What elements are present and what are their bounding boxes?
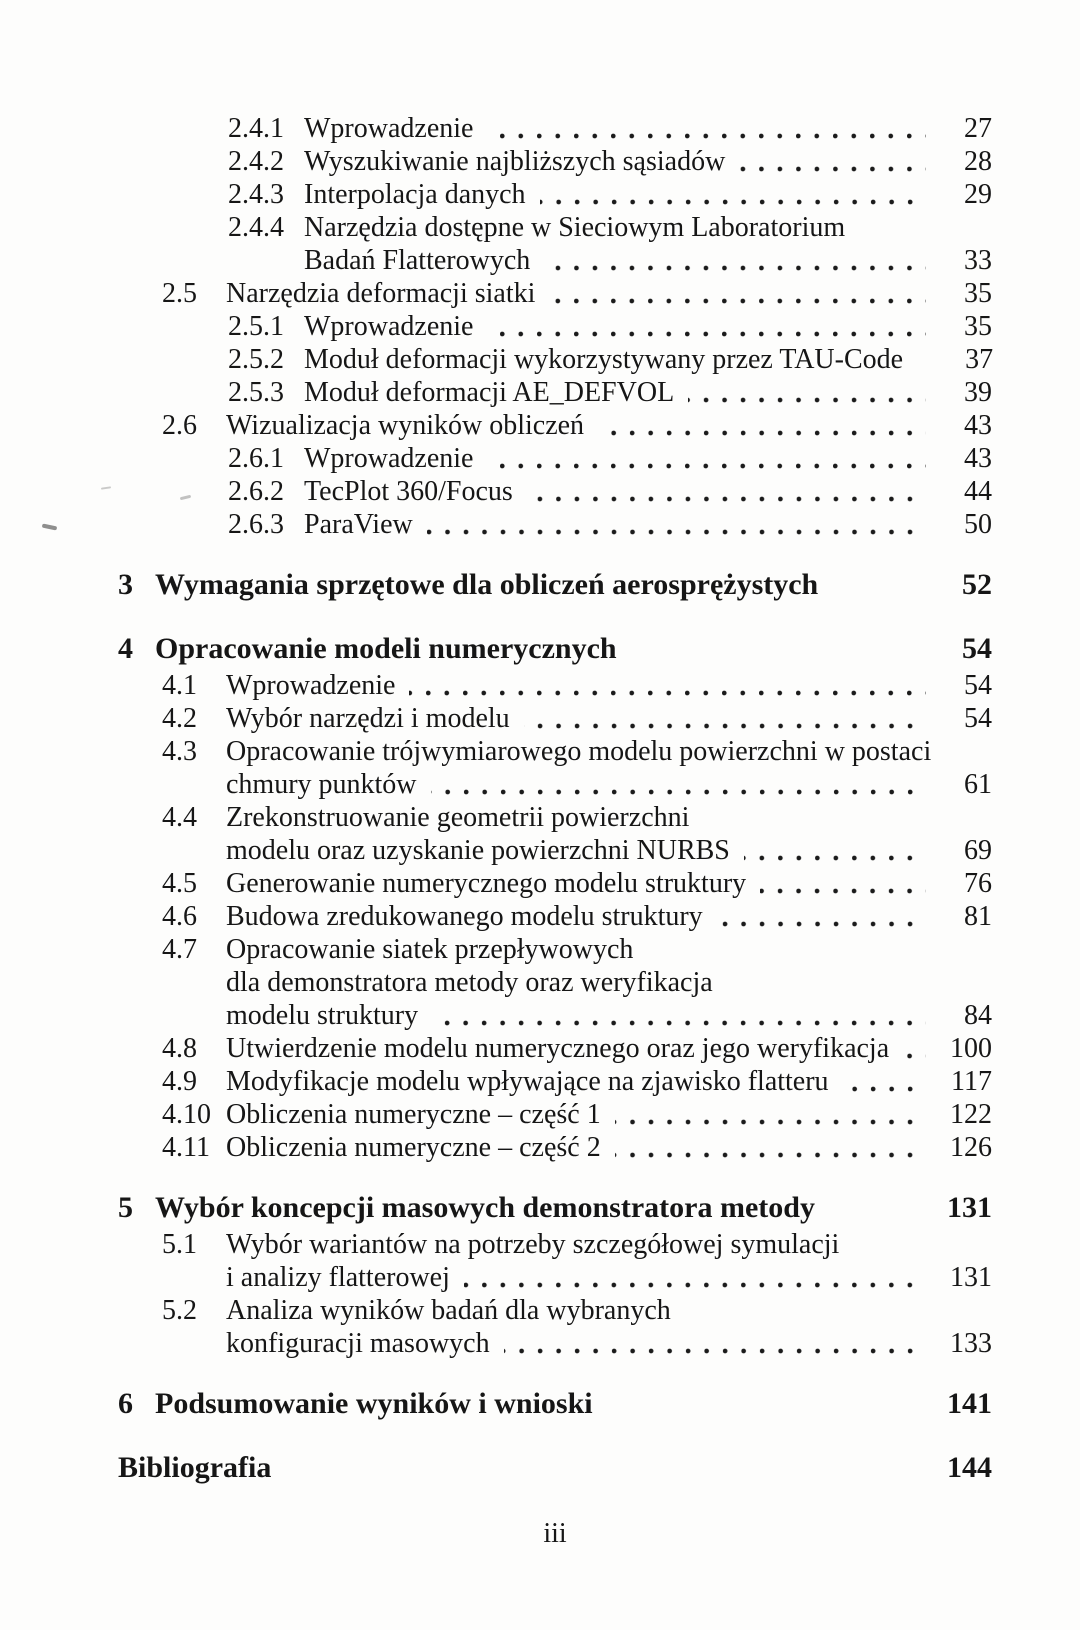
toc-entry-title: Wymagania sprzętowe dla obliczeń aerosprężystych [155, 568, 819, 601]
toc-entry-number: 4.9 [162, 1066, 197, 1097]
toc-entry-page-number: 100 [950, 1033, 992, 1064]
toc-entry-title: Utwierdzenie modelu numerycznego oraz jego weryfikacja [226, 1033, 890, 1064]
toc-entry-page-number: 27 [964, 113, 992, 144]
toc-entry-2.4.1 [118, 112, 992, 145]
toc-entry-page-number: 144 [947, 1451, 992, 1484]
toc-entry-number: 2.4.3 [228, 179, 284, 210]
dot-leader [487, 463, 926, 469]
page-footer-number: iii [543, 1518, 567, 1549]
toc-entry-2.5.2 [118, 343, 992, 376]
toc-entry-title: Obliczenia numeryczne – część 1 [226, 1099, 601, 1130]
toc-entry-number: 4.7 [162, 934, 197, 965]
toc-entry-title: Narzędzia deformacji siatki [226, 278, 536, 309]
toc-entry-number: 2.6.1 [228, 443, 284, 474]
toc-entry-4.7-cont [118, 999, 992, 1032]
toc-entry-4.8 [118, 1032, 992, 1065]
toc-entry-title: Wyszukiwanie najbliższych sąsiadów [304, 146, 726, 177]
dot-leader [544, 265, 926, 271]
toc-entry-number: 2.5.2 [228, 344, 284, 375]
dot-leader [431, 789, 926, 795]
dot-leader [843, 1086, 926, 1092]
toc-entry-4.7-cont [118, 966, 992, 999]
toc-entry-number: 4.10 [162, 1099, 211, 1130]
toc-entry-page-number: 133 [950, 1328, 992, 1359]
toc-entry-title: Narzędzia dostępne w Sieciowym Laboratorium [304, 212, 846, 243]
toc-entry-page-number: 69 [964, 835, 992, 866]
toc-entry-title: Wizualizacja wyników obliczeń [226, 410, 585, 441]
toc-entry-number: 2.6.3 [228, 509, 284, 540]
toc-entry-title: Analiza wyników badań dla wybranych [226, 1295, 671, 1326]
toc-entry-2.4.4-cont [118, 244, 992, 277]
dot-leader [739, 166, 926, 172]
toc-entry-number: 4.5 [162, 868, 197, 899]
toc-entry-2.5 [118, 277, 992, 310]
toc-entry-title: Modyfikacje modelu wpływające na zjawisko flatteru [226, 1066, 829, 1097]
toc-entry-title: Wprowadzenie [304, 311, 474, 342]
toc-entry-page-number: 29 [964, 179, 992, 210]
toc-entry-4.11 [118, 1131, 992, 1164]
toc-entry-number: 4.2 [162, 703, 197, 734]
toc-entry-number: 2.4.4 [228, 212, 284, 243]
toc-entry-title: Wprowadzenie [304, 443, 474, 474]
dot-leader [760, 888, 926, 894]
toc-entry-number: 4.4 [162, 802, 197, 833]
toc-entry-4.5 [118, 867, 992, 900]
toc-entry-page-number: 43 [964, 410, 992, 441]
toc-entry-number: 4.8 [162, 1033, 197, 1064]
dot-leader [432, 1020, 926, 1026]
toc-entry-title: Opracowanie trójwymiarowego modelu powierzchni w postaci [226, 736, 932, 767]
toc-entry-title: modelu struktury [226, 1000, 419, 1031]
toc-entry-number: 4.6 [162, 901, 197, 932]
toc-entry-2.6 [118, 409, 992, 442]
toc-entry-title: Generowanie numerycznego modelu struktury [226, 868, 747, 899]
toc-entry-page-number: 44 [964, 476, 992, 507]
toc-entry-page-number: 54 [964, 670, 992, 701]
toc-entry-page-number: 50 [964, 509, 992, 540]
toc-entry-4.3 [118, 735, 992, 768]
toc-entry-4.1 [118, 669, 992, 702]
toc-entry-4.3-cont [118, 768, 992, 801]
toc-entry-title: Obliczenia numeryczne – część 2 [226, 1132, 601, 1163]
toc-entry-page-number: 39 [964, 377, 992, 408]
toc-entry-title: chmury punktów [226, 769, 417, 800]
toc-entry-title: Wprowadzenie [226, 670, 396, 701]
dot-leader [917, 364, 927, 370]
toc-entry [118, 1448, 992, 1488]
toc-entry-5.1-cont [118, 1261, 992, 1294]
dot-leader [487, 331, 926, 337]
toc-entry-title: Badań Flatterowych [304, 245, 531, 276]
toc-entry-5.2 [118, 1294, 992, 1327]
dot-leader [717, 921, 926, 927]
toc-entry-5.2-cont [118, 1327, 992, 1360]
dot-leader [464, 1282, 926, 1288]
toc-entry-page-number: 81 [964, 901, 992, 932]
toc-entry-number: 3 [118, 568, 133, 601]
scan-artifact [42, 523, 58, 530]
toc-entry-page-number: 54 [962, 632, 992, 665]
scan-artifact [101, 486, 111, 489]
toc-entry-5.1 [118, 1228, 992, 1261]
dot-leader [540, 199, 926, 205]
toc-entry-title: dla demonstratora metody oraz weryfikacja [226, 967, 713, 998]
dot-leader [615, 1119, 926, 1125]
toc-entry-number: 4 [118, 632, 133, 665]
toc-entry-6 [118, 1384, 992, 1424]
toc-entry-title: Moduł deformacji wykorzystywany przez TAU-Code [304, 344, 904, 375]
dot-leader [744, 855, 926, 861]
dot-leader [688, 397, 926, 403]
toc-entry-title: Podsumowanie wyników i wnioski [155, 1387, 593, 1420]
toc-entry-title: Zrekonstruowanie geometrii powierzchni [226, 802, 690, 833]
toc-entry-2.5.1 [118, 310, 992, 343]
toc-entry-page-number: 126 [950, 1132, 992, 1163]
toc-entry-title: Interpolacja danych [304, 179, 526, 210]
toc-entry-title: Bibliografia [118, 1451, 272, 1484]
toc-entry-2.6.3 [118, 508, 992, 541]
toc-entry-number: 5.2 [162, 1295, 197, 1326]
dot-leader [504, 1348, 926, 1354]
dot-leader [427, 529, 926, 535]
toc-entry-title: TecPlot 360/Focus [304, 476, 513, 507]
toc-entry-page-number: 52 [962, 568, 992, 601]
toc-entry-5 [118, 1188, 992, 1228]
toc-entry-2.4.2 [118, 145, 992, 178]
toc-entry-title: Wybór koncepcji masowych demonstratora metody [155, 1191, 815, 1224]
toc-entry-page-number: 117 [951, 1066, 992, 1097]
toc-entry-2.4.3 [118, 178, 992, 211]
toc-entry-page-number: 35 [964, 311, 992, 342]
dot-leader [549, 298, 926, 304]
toc-entry-title: i analizy flatterowej [226, 1262, 450, 1293]
toc-entry-4.4-cont [118, 834, 992, 867]
toc-entry-number: 2.6.2 [228, 476, 284, 507]
toc-entry-page-number: 122 [950, 1099, 992, 1130]
toc-entry-number: 2.4.1 [228, 113, 284, 144]
toc-entry-page-number: 131 [950, 1262, 992, 1293]
toc-entry-title: Opracowanie modeli numerycznych [155, 632, 617, 665]
dot-leader [598, 430, 926, 436]
toc-entry-title: Budowa zredukowanego modelu struktury [226, 901, 703, 932]
toc-entry-4.7 [118, 933, 992, 966]
dot-leader [903, 1053, 926, 1059]
toc-entry-page-number: 76 [964, 868, 992, 899]
toc-entry-page-number: 61 [964, 769, 992, 800]
toc-entry-number: 4.11 [162, 1132, 210, 1163]
toc-entry-page-number: 43 [964, 443, 992, 474]
toc-entry-page-number: 141 [947, 1387, 992, 1420]
toc-entry-2.6.1 [118, 442, 992, 475]
toc-entry-title: Wprowadzenie [304, 113, 474, 144]
toc-entry-number: 2.5.3 [228, 377, 284, 408]
toc-entry-3 [118, 565, 992, 605]
toc-entry-number: 2.4.2 [228, 146, 284, 177]
toc-entry-number: 4.1 [162, 670, 197, 701]
toc-entry-title: Opracowanie siatek przepływowych [226, 934, 634, 965]
toc-entry-number: 5.1 [162, 1229, 197, 1260]
toc-entry-page-number: 84 [964, 1000, 992, 1031]
toc-entry-4.9 [118, 1065, 992, 1098]
toc-entry-page-number: 54 [964, 703, 992, 734]
toc-entry-4.10 [118, 1098, 992, 1131]
toc-entry-number: 6 [118, 1387, 133, 1420]
dot-leader [487, 133, 926, 139]
toc-entry-page-number: 37 [965, 344, 994, 375]
toc-entry-number: 4.3 [162, 736, 197, 767]
dot-leader [615, 1152, 926, 1158]
toc-entry-2.6.2 [118, 475, 992, 508]
table-of-contents [118, 112, 992, 1488]
toc-entry-4.4 [118, 801, 992, 834]
toc-entry-number: 2.5.1 [228, 311, 284, 342]
toc-entry-number: 5 [118, 1191, 133, 1224]
toc-entry-2.5.3 [118, 376, 992, 409]
toc-entry-title: Wybór wariantów na potrzeby szczegółowej symulacji [226, 1229, 840, 1260]
toc-entry-page-number: 131 [947, 1191, 992, 1224]
dot-leader [409, 690, 926, 696]
toc-entry-title: Wybór narzędzi i modelu [226, 703, 510, 734]
toc-entry-4.6 [118, 900, 992, 933]
dot-leader [524, 723, 926, 729]
toc-entry-title: Moduł deformacji AE_DEFVOL [304, 377, 675, 408]
toc-entry-title: konfiguracji masowych [226, 1328, 490, 1359]
toc-entry-page-number: 33 [964, 245, 992, 276]
dot-leader [527, 496, 926, 502]
toc-entry-page-number: 28 [964, 146, 992, 177]
toc-entry-4.2 [118, 702, 992, 735]
toc-entry-page-number: 35 [964, 278, 992, 309]
toc-entry-title: ParaView [304, 509, 413, 540]
toc-entry-title: modelu oraz uzyskanie powierzchni NURBS [226, 835, 730, 866]
toc-entry-4 [118, 629, 992, 669]
toc-entry-number: 2.6 [162, 410, 197, 441]
toc-entry-2.4.4 [118, 211, 992, 244]
toc-entry-number: 2.5 [162, 278, 197, 309]
